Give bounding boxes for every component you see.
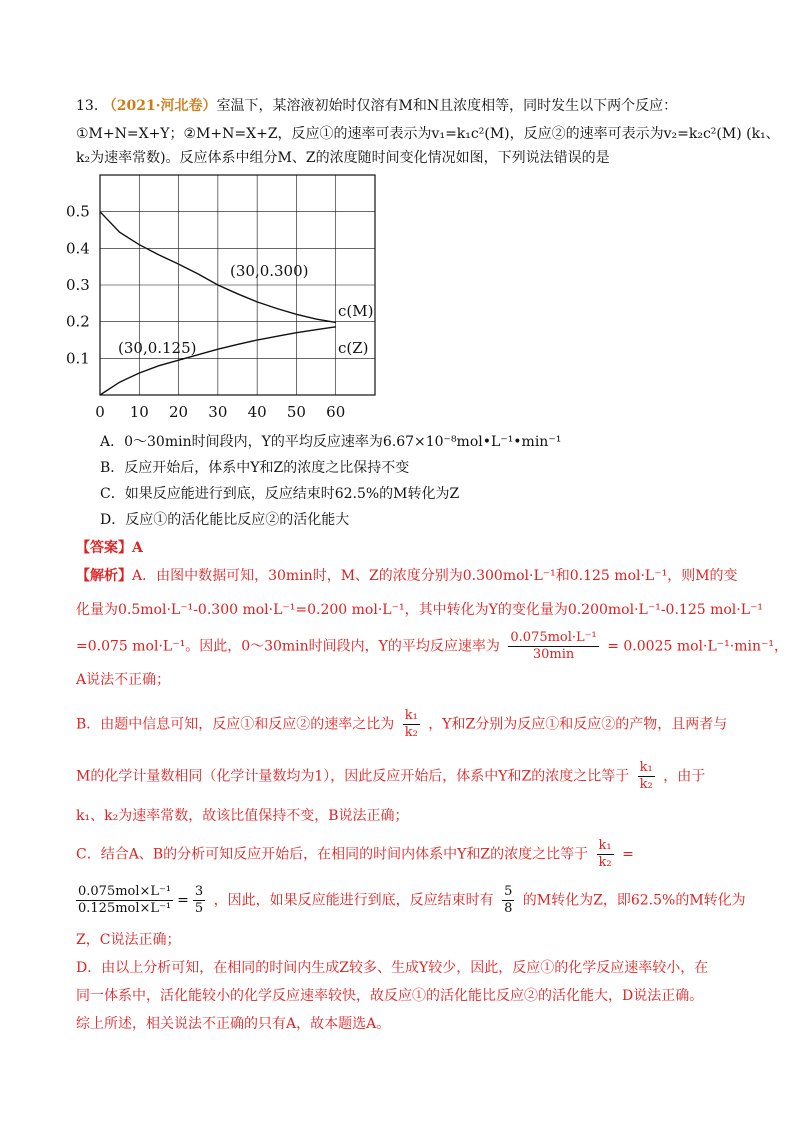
three-fifths-fraction — [193, 884, 205, 917]
k-den: k₂ — [404, 725, 418, 740]
chart-y-ticks — [66, 203, 90, 368]
analysis-b-line-3: k₁、k₂为速率常数，故该比值保持不变，B说法正确； — [76, 808, 409, 824]
analysis-a-line-4: A说法不正确； — [76, 672, 171, 688]
analysis-a-line-3 — [76, 630, 788, 663]
x-tick-label-5: 50 — [286, 403, 306, 421]
analysis-b-line-2 — [76, 760, 705, 793]
analysis-b-2-post: ，由于 — [663, 768, 706, 785]
rate-fraction-num: 0.075mol·L⁻¹ — [510, 630, 597, 645]
analysis-c-2-mid: ，因此，如果反应能进行到底，反应结束时有 — [213, 892, 494, 909]
five-eighths-num: 5 — [504, 884, 513, 899]
rate-fraction — [508, 630, 598, 663]
option-d: D．反应①的活化能比反应②的活化能大 — [100, 512, 350, 528]
analysis-b-1-post: ，Y和Z分别为反应①和反应②的产物，且两者与 — [428, 716, 728, 733]
y-tick-label-3: 0.4 — [66, 239, 90, 258]
answer-label: 【答案】 — [76, 540, 132, 556]
option-b: B．反应开始后，体系中Y和Z的浓度之比保持不变 — [100, 460, 410, 476]
x-tick-label-6: 60 — [326, 403, 346, 421]
five-eighths-fraction — [502, 884, 514, 917]
annotation-z-30: (30,0.125) — [118, 339, 197, 357]
answer-value: A — [132, 540, 143, 556]
y-tick-label-1: 0.2 — [66, 312, 90, 331]
analysis-b-2-pre: M的化学计量数相同（化学计量数均为1），因此反应开始后，体系中Y和Z的浓度之比等于 — [76, 768, 630, 785]
concentration-time-chart — [60, 170, 390, 430]
x-tick-label-0: 0 — [95, 403, 105, 421]
equals-sign: = — [177, 892, 189, 909]
k-den: k₂ — [639, 777, 653, 792]
y-tick-label-4: 0.5 — [66, 202, 90, 221]
analysis-a-3-pre: =0.075 mol·L⁻¹。因此，0～30min时间段内，Y的平均反应速率为 — [76, 638, 500, 655]
analysis-c-1-post: = — [622, 846, 634, 863]
question-stem-1: 室温下，某溶液初始时仅溶有M和N且浓度相等，同时发生以下两个反应： — [216, 98, 678, 114]
analysis-d-line-2: 同一体系中，活化能较小的化学反应速率较快，故反应①的活化能比反应②的活化能大，D说法正确。 — [76, 988, 704, 1004]
three-fifths-den: 5 — [194, 901, 204, 916]
analysis-a-1: A．由图中数据可知，30min时，M、Z的浓度分别为0.300mol·L⁻¹和0.125 mol·L⁻¹，则M的变 — [132, 568, 738, 584]
series-label-cz: c(Z) — [338, 339, 369, 357]
analysis-d-line-3: 综上所述，相关说法不正确的只有A，故本题选A。 — [76, 1016, 391, 1032]
k-num: k₁ — [598, 838, 612, 853]
three-fifths-num: 3 — [194, 884, 204, 899]
k-ratio-fraction-1 — [403, 708, 420, 741]
chart-grid — [100, 175, 375, 395]
y-tick-label-2: 0.3 — [66, 276, 90, 294]
conc-ratio-den: 0.125mol×L⁻¹ — [78, 901, 172, 916]
x-tick-label-3: 30 — [208, 403, 228, 421]
series-label-cm: c(M) — [338, 302, 374, 320]
analysis-a-3-post: = 0.0025 mol·L⁻¹·min⁻¹， — [607, 638, 788, 655]
analysis-label: 【解析】 — [76, 568, 132, 584]
analysis-a-line-1 — [76, 566, 738, 586]
x-tick-label-2: 20 — [169, 403, 189, 421]
question-source: （2021·河北卷） — [102, 98, 217, 114]
analysis-c-1-pre: C．结合A、B的分析可知反应开始后，在相同的时间内体系中Y和Z的浓度之比等于 — [76, 846, 589, 863]
conc-ratio-num: 0.075mol×L⁻¹ — [78, 884, 172, 899]
answer-line — [76, 538, 143, 558]
analysis-c-line-1 — [76, 838, 634, 871]
five-eighths-den: 8 — [504, 901, 513, 916]
y-tick-label-0: 0.1 — [66, 349, 90, 368]
k-num: k₁ — [639, 760, 653, 775]
conc-ratio-fraction — [76, 884, 173, 917]
analysis-d-line-1: D．由以上分析可知，在相同的时间内生成Z较多、生成Y较少，因此，反应①的化学反应速率较小，在 — [76, 960, 709, 976]
question-line-3: k₂为速率常数)。反应体系中组分M、Z的浓度随时间变化情况如图，下列说法错误的是 — [76, 150, 610, 166]
analysis-a-line-2: 化量为0.5mol·L⁻¹-0.300 mol·L⁻¹=0.200 mol·L⁻¹，其中转化为Y的变化量为0.200mol·L⁻¹-0.125 mol·L⁻¹ — [76, 602, 764, 618]
k-ratio-fraction-2 — [638, 760, 655, 793]
analysis-b-line-1 — [76, 708, 727, 741]
question-line-1 — [76, 96, 677, 116]
k-ratio-fraction-3 — [597, 838, 614, 871]
k-den: k₂ — [598, 855, 612, 870]
chart-x-ticks — [95, 403, 345, 421]
rate-fraction-den: 30min — [532, 647, 575, 662]
question-line-2: ①M+N=X+Y；②M+N=X+Z，反应①的速率可表示为v₁=k₁c²(M)，反应②的速率可表示为v₂=k₂c²(M) (k₁、 — [76, 126, 780, 142]
x-tick-label-1: 10 — [129, 403, 149, 421]
option-c: C．如果反应能进行到底，反应结束时62.5%的M转化为Z — [100, 486, 460, 502]
x-tick-label-4: 40 — [247, 403, 267, 421]
analysis-b-1-pre: B．由题中信息可知，反应①和反应②的速率之比为 — [76, 716, 395, 733]
annotation-m-30: (30,0.300) — [230, 262, 309, 280]
analysis-c-2-post: 的M转化为Z，即62.5%的M转化为 — [522, 892, 746, 909]
analysis-c-line-3: Z，C说法正确； — [76, 932, 181, 948]
analysis-c-line-2 — [76, 884, 746, 917]
question-number: 13. — [76, 98, 99, 114]
option-a: A．0～30min时间段内，Y的平均反应速率为6.67×10⁻⁸mol•L⁻¹•min⁻¹ — [100, 434, 562, 450]
k-num: k₁ — [404, 708, 418, 723]
